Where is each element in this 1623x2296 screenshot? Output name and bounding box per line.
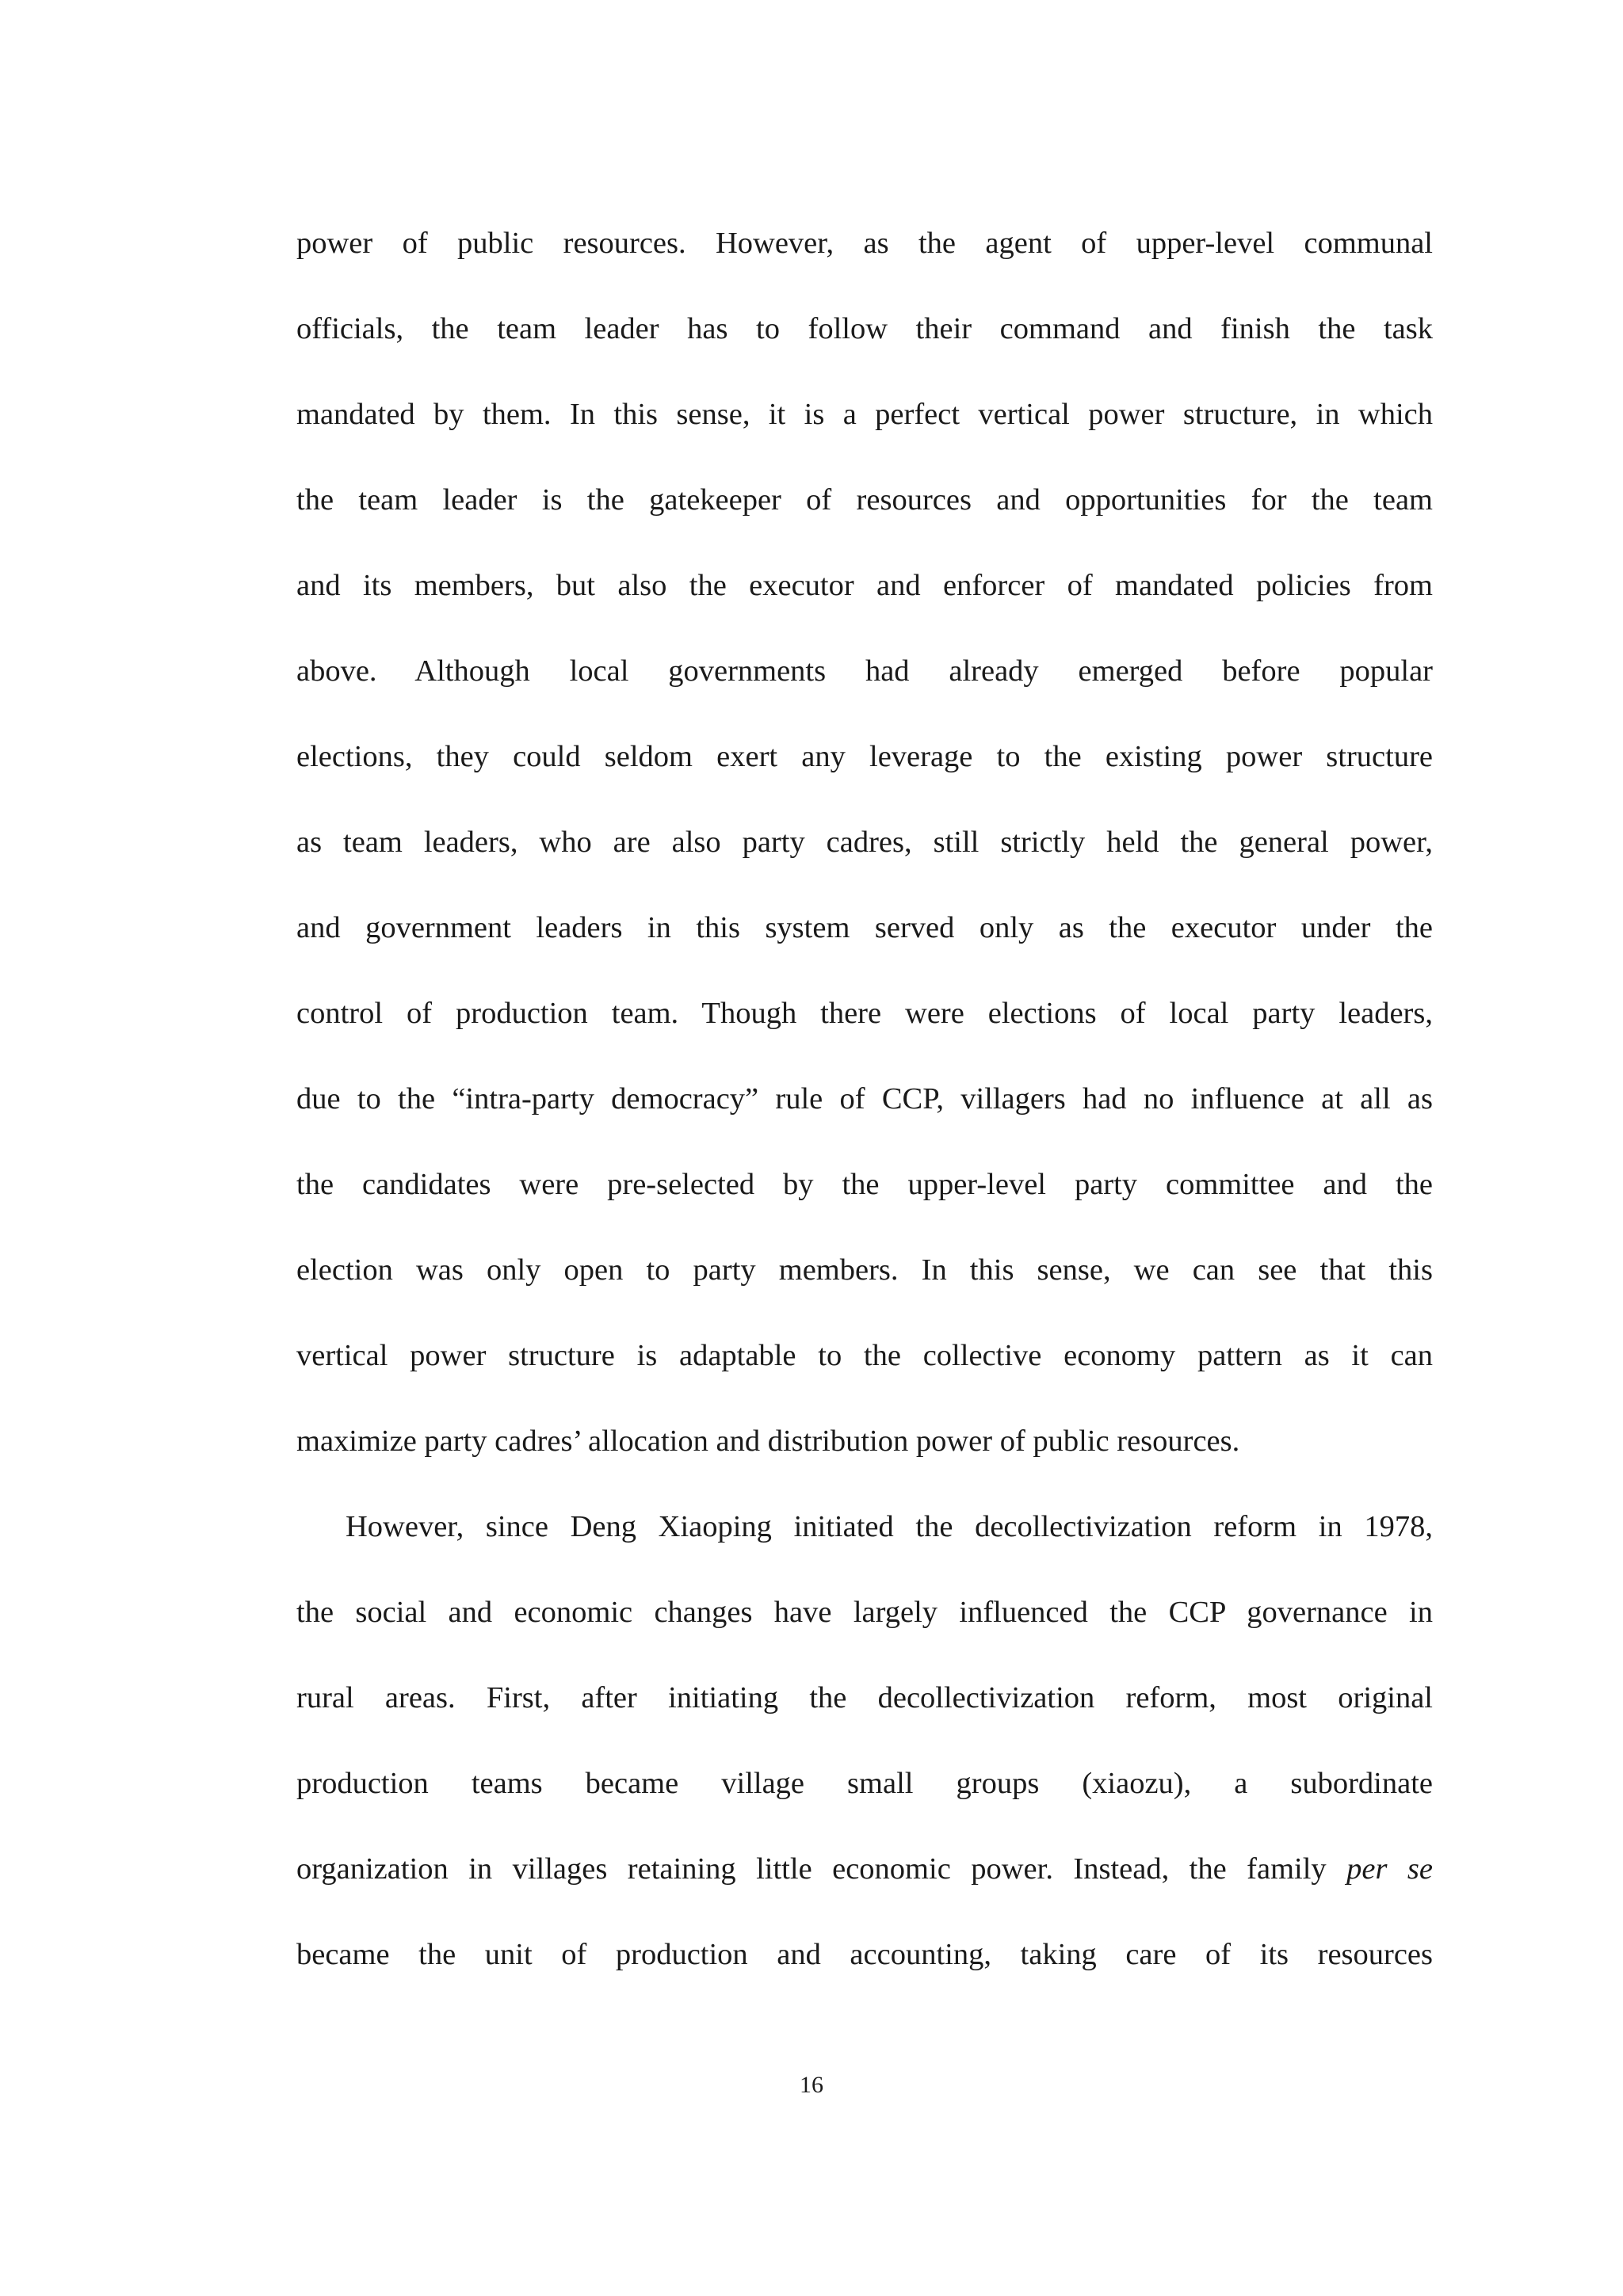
text-line: maximize party cadres’ allocation and distribution power of public resources.: [296, 1425, 1240, 1458]
text-line: elections, they could seldom exert any leverage to the existing power structure: [296, 740, 1433, 773]
text-line: the candidates were pre-selected by the upper-level party committee and the: [296, 1168, 1433, 1201]
text-line: rural areas. First, after initiating the decollectivization reform, most original: [296, 1681, 1433, 1714]
text-line: and government leaders in this system served only as the executor under the: [296, 911, 1433, 944]
text-line: However, since Deng Xiaoping initiated the decollectivization reform in 1978,: [346, 1510, 1433, 1543]
text-line: control of production team. Though there were elections of local party leaders,: [296, 997, 1433, 1030]
text-line: mandated by them. In this sense, it is a perfect vertical power structure, in which: [296, 398, 1433, 431]
italic-phrase: per se: [1346, 1852, 1433, 1886]
text-line: above. Although local governments had already emerged before popular: [296, 654, 1433, 688]
text-line: election was only open to party members. In this sense, we can see that this: [296, 1253, 1433, 1287]
text-line: the social and economic changes have largely influenced the CCP governance in: [296, 1596, 1433, 1629]
text-line: due to the “intra-party democracy” rule of CCP, villagers had no influence at all as: [296, 1082, 1433, 1116]
text-line-with-italic: [296, 1837, 1433, 1923]
text-line: became the unit of production and accounting, taking care of its resources: [296, 1938, 1433, 1971]
page-number: 16: [800, 2072, 823, 2098]
text-line: vertical power structure is adaptable to the collective economy pattern as it can: [296, 1339, 1433, 1372]
text-line: production teams became village small groups (xiaozu), a subordinate: [296, 1767, 1433, 1800]
text-line-segment: organization in villages retaining little economic power. Instead, the family: [296, 1852, 1347, 1886]
text-line: power of public resources. However, as the agent of upper-level communal: [296, 227, 1433, 260]
text-line: and its members, but also the executor and enforcer of mandated policies from: [296, 569, 1433, 602]
body-text: [296, 212, 1433, 2008]
text-line: officials, the team leader has to follow their command and finish the task: [296, 312, 1433, 345]
text-line: the team leader is the gatekeeper of resources and opportunities for the team: [296, 483, 1433, 517]
text-line: as team leaders, who are also party cadres, still strictly held the general power,: [296, 826, 1433, 859]
